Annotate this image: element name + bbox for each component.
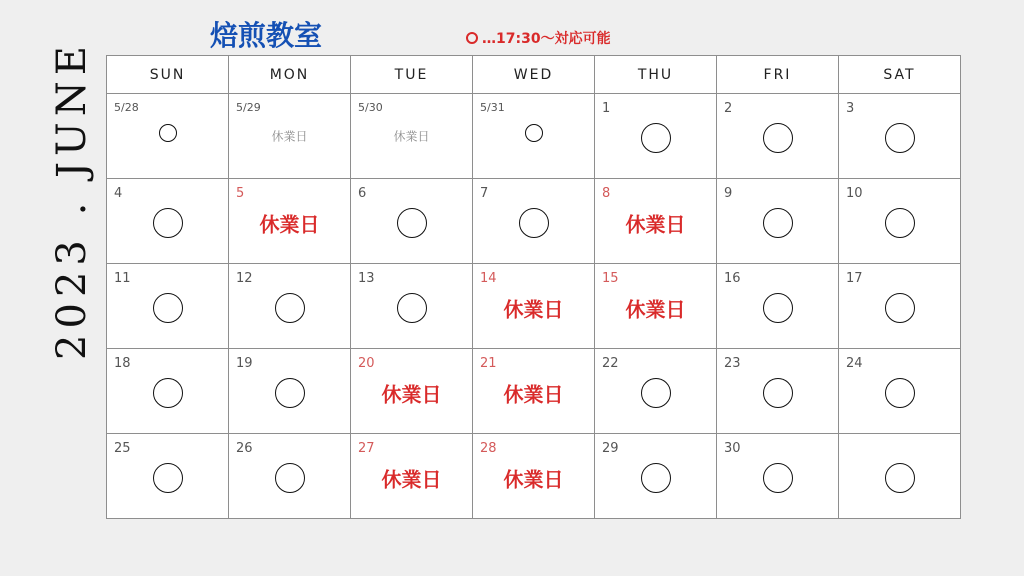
day-number: 20 xyxy=(358,356,375,371)
closed-day-label: 休業日 xyxy=(503,297,564,322)
circle-icon xyxy=(275,293,305,323)
day-number: 4 xyxy=(114,186,123,201)
circle-icon xyxy=(641,463,671,493)
week-row xyxy=(107,349,961,434)
day-cell[interactable] xyxy=(839,179,961,264)
day-cell[interactable] xyxy=(351,434,473,519)
closed-day-label: 休業日 xyxy=(503,467,564,492)
closed-day-label: 休業日 xyxy=(381,467,442,492)
day-cell[interactable] xyxy=(717,94,839,179)
day-cell[interactable] xyxy=(595,264,717,349)
day-number: 16 xyxy=(724,271,741,286)
weekday-header-row xyxy=(107,56,961,94)
day-number: 26 xyxy=(236,441,253,456)
day-number: 2 xyxy=(724,101,733,116)
closed-day-label: 休業日 xyxy=(625,297,686,322)
legend xyxy=(466,28,611,48)
circle-icon xyxy=(763,208,793,238)
circle-icon xyxy=(397,208,427,238)
day-cell[interactable] xyxy=(229,349,351,434)
day-number: 28 xyxy=(480,441,497,456)
weekday-header: MON xyxy=(229,56,351,94)
day-cell[interactable] xyxy=(107,349,229,434)
circle-icon xyxy=(763,378,793,408)
day-cell[interactable] xyxy=(229,434,351,519)
day-number: 14 xyxy=(480,271,497,286)
weekday-header: THU xyxy=(595,56,717,94)
weekday-header: TUE xyxy=(351,56,473,94)
circle-icon xyxy=(153,463,183,493)
day-cell[interactable] xyxy=(473,264,595,349)
day-cell[interactable] xyxy=(351,94,473,179)
day-number: 10 xyxy=(846,186,863,201)
week-row xyxy=(107,264,961,349)
circle-icon xyxy=(397,293,427,323)
circle-icon xyxy=(885,208,915,238)
day-number: 11 xyxy=(114,271,131,286)
day-cell[interactable] xyxy=(351,349,473,434)
circle-icon xyxy=(153,293,183,323)
day-cell[interactable] xyxy=(595,349,717,434)
closed-day-label: 休業日 xyxy=(271,129,308,144)
closed-day-label: 休業日 xyxy=(381,382,442,407)
day-number: 3 xyxy=(846,101,855,116)
day-number: 13 xyxy=(358,271,375,286)
day-number: 12 xyxy=(236,271,253,286)
day-cell[interactable] xyxy=(717,179,839,264)
closed-day-label: 休業日 xyxy=(259,212,320,237)
circle-icon xyxy=(885,378,915,408)
day-cell[interactable] xyxy=(229,94,351,179)
day-cell[interactable] xyxy=(351,264,473,349)
page-title: 焙煎教室 xyxy=(210,19,323,52)
day-number: 25 xyxy=(114,441,131,456)
day-cell[interactable] xyxy=(839,349,961,434)
day-number: 5/30 xyxy=(358,101,383,114)
day-number: 22 xyxy=(602,356,619,371)
day-number: 23 xyxy=(724,356,741,371)
day-number: 18 xyxy=(114,356,131,371)
day-cell[interactable] xyxy=(839,94,961,179)
day-cell[interactable] xyxy=(595,179,717,264)
day-cell[interactable] xyxy=(595,434,717,519)
day-cell[interactable] xyxy=(229,264,351,349)
weekday-header: SAT xyxy=(839,56,961,94)
day-cell[interactable] xyxy=(839,264,961,349)
day-number: 1 xyxy=(602,101,611,116)
weekday-header: FRI xyxy=(717,56,839,94)
day-cell[interactable] xyxy=(351,179,473,264)
circle-icon xyxy=(519,208,549,238)
day-cell[interactable] xyxy=(595,94,717,179)
circle-icon xyxy=(885,123,915,153)
day-cell[interactable] xyxy=(229,179,351,264)
circle-icon xyxy=(641,123,671,153)
day-cell[interactable] xyxy=(107,434,229,519)
circle-icon xyxy=(885,463,915,493)
circle-icon xyxy=(153,208,183,238)
circle-icon xyxy=(763,293,793,323)
circle-icon xyxy=(275,463,305,493)
day-number: 21 xyxy=(480,356,497,371)
day-cell[interactable] xyxy=(107,94,229,179)
day-cell[interactable] xyxy=(473,434,595,519)
day-number: 24 xyxy=(846,356,863,371)
circle-icon xyxy=(763,463,793,493)
day-number: 27 xyxy=(358,441,375,456)
closed-day-label: 休業日 xyxy=(503,382,564,407)
legend-label: …17:30～対応可能 xyxy=(482,31,611,47)
day-number: 8 xyxy=(602,186,611,201)
closed-day-label: 休業日 xyxy=(625,212,686,237)
day-number: 5 xyxy=(236,186,245,201)
day-number: 30 xyxy=(724,441,741,456)
day-number: 7 xyxy=(480,186,489,201)
day-cell[interactable] xyxy=(473,179,595,264)
day-cell[interactable] xyxy=(717,264,839,349)
day-cell[interactable] xyxy=(839,434,961,519)
circle-icon xyxy=(763,123,793,153)
week-row xyxy=(107,179,961,264)
day-number: 5/31 xyxy=(480,101,505,114)
day-cell[interactable] xyxy=(473,349,595,434)
day-cell[interactable] xyxy=(107,179,229,264)
day-number: 29 xyxy=(602,441,619,456)
circle-icon xyxy=(885,293,915,323)
weekday-header: WED xyxy=(473,56,595,94)
circle-icon xyxy=(159,124,177,142)
day-cell[interactable] xyxy=(107,264,229,349)
week-row xyxy=(107,94,961,179)
circle-icon xyxy=(275,378,305,408)
day-number: 17 xyxy=(846,271,863,286)
day-cell[interactable] xyxy=(473,94,595,179)
week-row xyxy=(107,434,961,519)
circle-icon xyxy=(525,124,543,142)
year-month-label: 2023 . JUNE xyxy=(49,40,95,360)
day-number: 15 xyxy=(602,271,619,286)
day-cell[interactable] xyxy=(717,434,839,519)
circle-icon xyxy=(153,378,183,408)
circle-icon xyxy=(641,378,671,408)
weekday-header: SUN xyxy=(107,56,229,94)
day-number: 9 xyxy=(724,186,733,201)
closed-day-label: 休業日 xyxy=(393,129,430,144)
calendar-grid xyxy=(106,55,961,519)
day-number: 5/29 xyxy=(236,101,261,114)
day-number: 19 xyxy=(236,356,253,371)
day-cell[interactable] xyxy=(717,349,839,434)
circle-icon xyxy=(466,32,478,44)
day-number: 5/28 xyxy=(114,101,139,114)
day-number: 6 xyxy=(358,186,367,201)
